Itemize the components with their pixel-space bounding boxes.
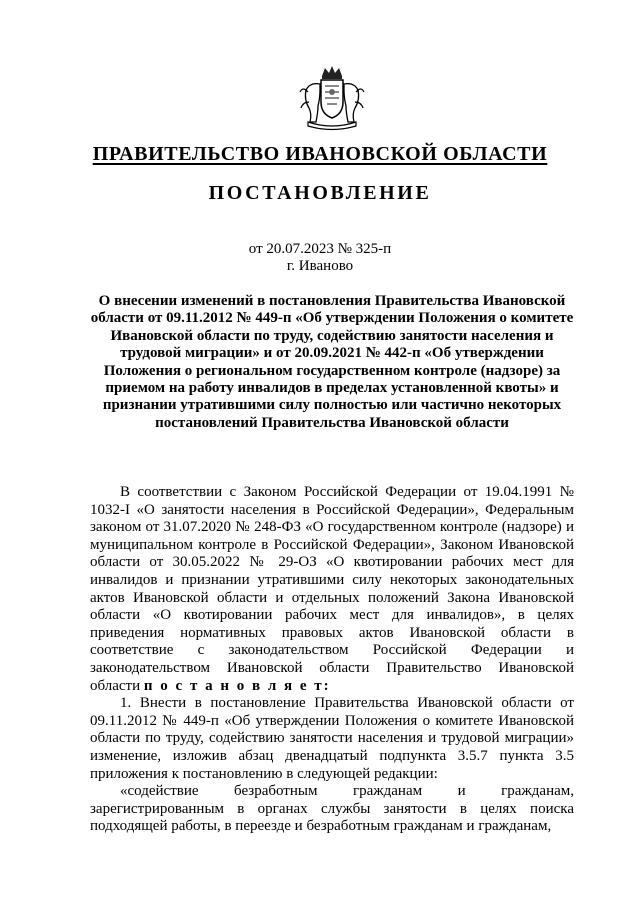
preamble-text: В соответствии с Законом Российской Федерации от 19.04.1991 № 1032-I «О занятости населения в Российской Федерации», Федеральным законом от 31.07.2020 № 248-ФЗ «О государственном контроле (надзоре) и муниципальном контроле в Российской Федерации», Законом Ивановской области от 30.05.2022 № 29-ОЗ «О квотировании рабочих мест для инвалидов и признании утратившими силу некоторых законодательных актов Ивановской области и отдельных положений Закона Ивановской области «О квотировании рабочих мест для инвалидов», в целях приведения нормативных правовых актов Ивановской области в соответствие с законодательством Российской Федерации и законодательством Ивановской области Правительство Ивановской области: [90, 484, 574, 694]
item-1-paragraph: 1. Внести в постановление Правительства Ивановской области от 09.11.2012 № 449-п «Об утверждении Положения о комитете Ивановской области по труду, содействию занятости населения и трудовой миграции» изменение, изложив абзац двенадцатый подпункта 3.5.7 пункта 3.5 приложения к постановлению в следующей редакции:: [90, 695, 574, 782]
document-type-heading: ПОСТАНОВЛЕНИЕ: [208, 182, 432, 204]
document-body: [90, 484, 574, 836]
decrees-word: п о с т а н о в л я е т: [143, 677, 324, 694]
document-subject: О внесении изменений в постановления Правительства Ивановской области от 09.11.2012 № 449-п «Об утверждении Положения о комитете Ивановской области по труду, содействию занятости населения и трудовой миграции» и от 20.09.2021 № 442-п «Об утверждении Положения о региональном государственном контроле (надзоре) за приемом на работу инвалидов в пределах установленной квоты» и признании утратившими силу полностью или частично некоторых постановлений Правительства Ивановской области: [90, 293, 574, 431]
government-title: ПРАВИТЕЛЬСТВО ИВАНОВСКОЙ ОБЛАСТИ: [92, 143, 548, 165]
ivanovo-coat-of-arms-icon: [294, 62, 370, 132]
document-city: г. Иваново: [286, 258, 354, 274]
decrees-colon: :: [323, 677, 331, 694]
document-date-number: от 20.07.2023 № 325-п: [248, 241, 392, 257]
quoted-paragraph: «содействие безработным гражданам и гражданам, зарегистрированным в органах службы занятости в целях поиска подходящей работы, в переезде и безработным гражданам и гражданам,: [90, 783, 574, 835]
preamble-paragraph: [90, 484, 574, 695]
document-meta: [0, 241, 640, 275]
